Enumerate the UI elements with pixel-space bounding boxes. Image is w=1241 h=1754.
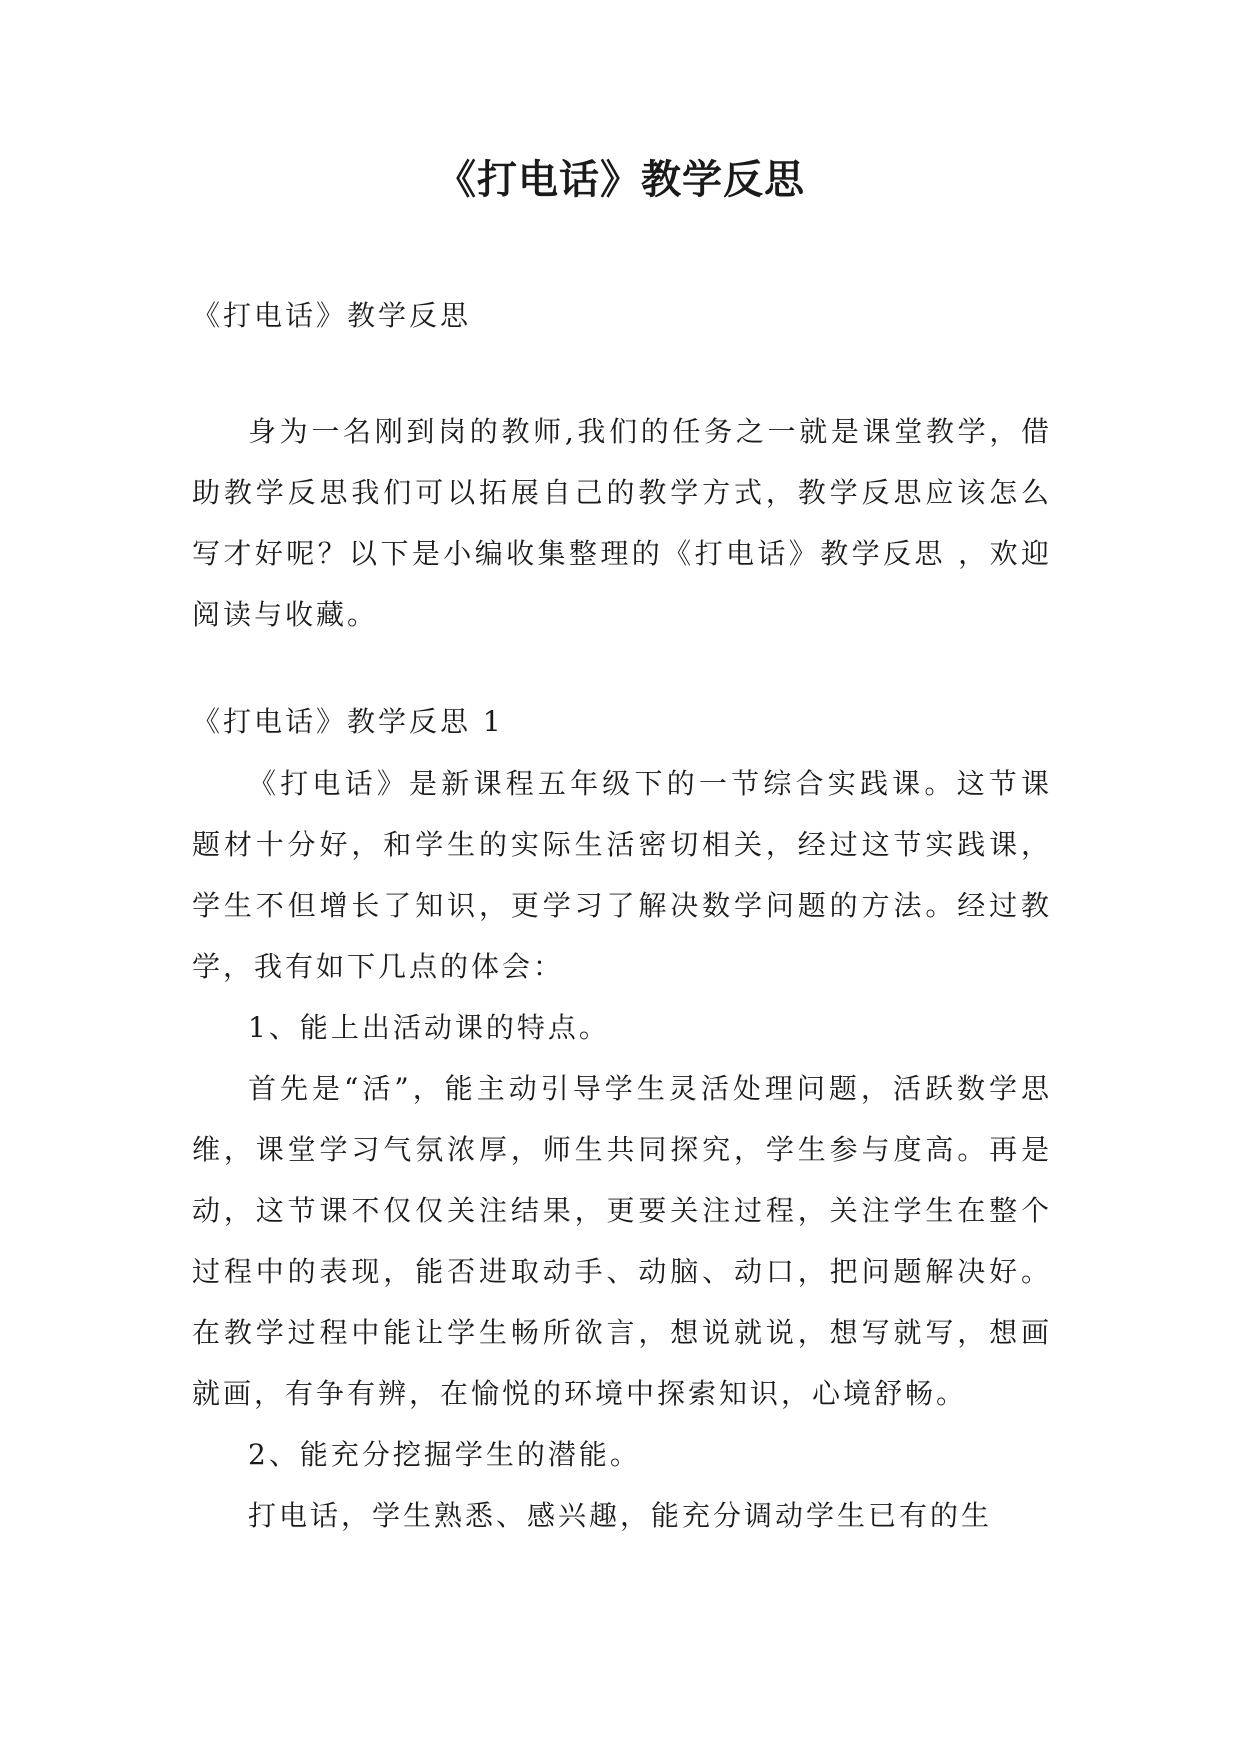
document-title: 《打电话》教学反思 (436, 156, 805, 203)
point-heading: 1、能上出活动课的特点。 (248, 1011, 610, 1044)
intro-block (192, 401, 1052, 645)
body-paragraph: 打电话，学生熟悉、感兴趣，能充分调动学生已有的生 (248, 1499, 993, 1532)
section-body (192, 753, 1052, 1546)
section-heading: 《打电话》教学反思 1 (192, 705, 504, 738)
point-heading: 2、能充分挖掘学生的潜能。 (248, 1438, 641, 1471)
body-paragraph: 《打电话》是新课程五年级下的一节综合实践课。这节课题材十分好，和学生的实际生活密切相关，经过这节实践课，学生不但增长了知识，更学习了解决数学问题的方法。经过教学，我有如下几点的体会： (192, 767, 1052, 983)
document-subtitle: 《打电话》教学反思 (192, 299, 472, 332)
body-paragraph: 首先是“活”，能主动引导学生灵活处理问题，活跃数学思维，课堂学习气氛浓厚，师生共同探究，学生参与度高。再是动，这节课不仅仅关注结果，更要关注过程，关注学生在整个过程中的表现，能否进取动手、动脑、动口，把问题解决好。在教学过程中能让学生畅所欲言，想说就说，想写就写，想画就画，有争有辨，在愉悦的环境中探索知识，心境舒畅。 (192, 1072, 1052, 1410)
intro-paragraph: 身为一名刚到岗的教师,我们的任务之一就是课堂教学，借助教学反思我们可以拓展自己的教学方式，教学反思应该怎么写才好呢？以下是小编收集整理的《打电话》教学反思 ，欢迎阅读与收藏。 (192, 415, 1052, 631)
